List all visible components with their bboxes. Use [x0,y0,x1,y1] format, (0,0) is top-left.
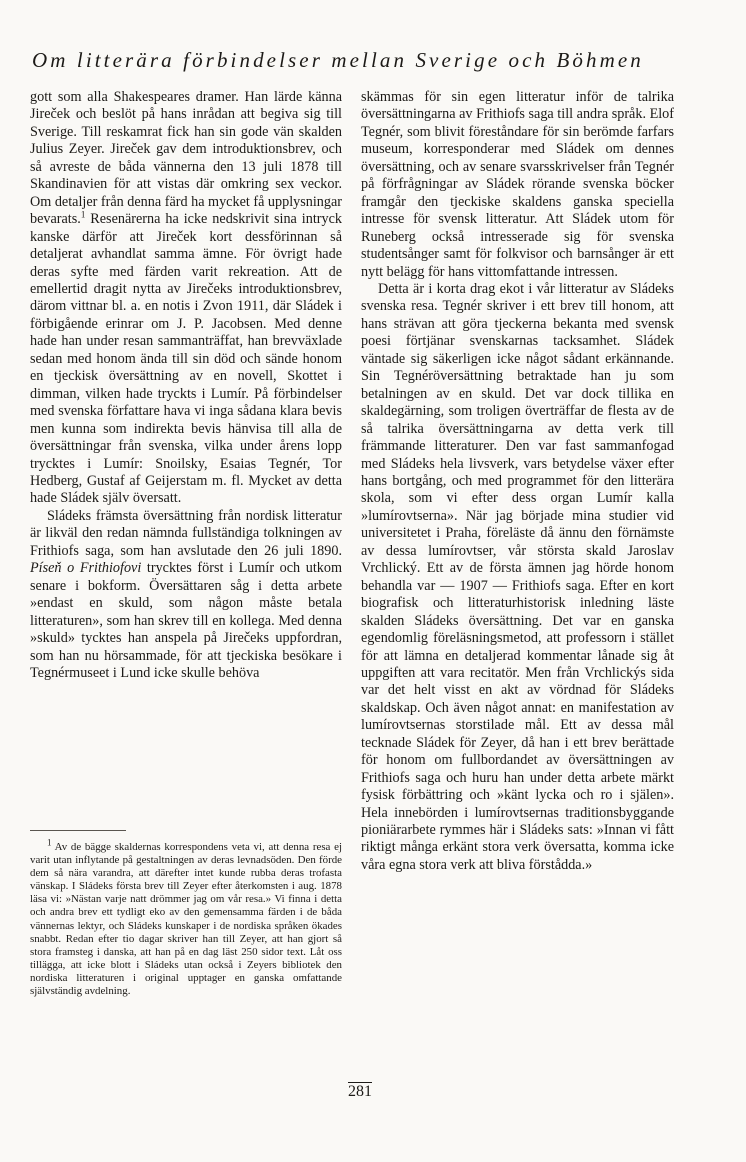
footnote-divider [30,830,126,831]
paragraph: skämmas för sin egen litteratur inför de talrika översättningarna av Frithiofs saga till andra språk. Elof Tegnér, som blivit föreståndare för sin berömde farfars museum, korresponderar med Sládek om dennes översättning, och av senare svarsskrivelser från Tegnér på förfrågningar av Sládek rörande svenska böcker framgår den tjeckiske skaldens ganska speciella intresse för svensk litteratur. Att Sládek utom för Runeberg också intresserade sig för svenska studentsånger samt för folkvisor och barnsånger är ett nytt belägg för hans vittomfattande intressen. [361,89,674,280]
right-column [361,89,674,874]
paragraph-text: Sládeks främsta översättning från nordisk litteratur är likväl den redan nämnda fullständiga tolkningen av Frithiofs saga, som han avslutade den 26 juli 1890. [30,507,342,559]
paragraph-text: Resenärerna ha icke nedskrivit sina intryck kanske därför att Jireček kort dessförinnan så detaljerat avhandlat samma ämne. För övrigt hade deras syfte med färden varit rekreation. Att de emellertid dragit nytta av Jirečeks introduktionsbrev, därom vittnar bl. a. en notis i Zvon 1911, där Sládek i förbigående erinrar om J. P. Jacobsen. Med denne hade han under resan sammanträffat, han brevväxlade sedan med honom ända till sin död och sände honom en tjeckisk översättning av en novell, Skottet i dimman, vilken hade tryckts i Lumír. På förbindelser med svenska författare hava vi inga sådana klara bevis men kunna som indirekta bevis hänvisa till alla de översättningar från svenska, vilka under årens lopp trycktes i Lumír: Snoilsky, Esaias Tegnér, Tor Hedberg, Gustaf af Geijerstam m. fl. Mycket av detta hade Sládek själv översatt. [30,211,342,507]
footnote-marker: 1 [47,837,52,848]
footnote-reference[interactable]: 1 [80,209,86,220]
left-column [30,89,342,682]
page-number: 281 [348,1083,372,1100]
paragraph [30,89,342,508]
footnote [30,837,343,998]
running-title: Om litterära förbindelser mellan Sverige och Böhmen [32,48,644,72]
italic-title: Píseň o Frithiofovi [30,560,142,577]
paragraph-text: trycktes först i Lumír och utkom senare i bokform. Översättaren såg i detta arbete »endast en skuld, som någon måste betala litteraturen», som han skrev till en kollega. Med denna »skuld» tycktes han anspela på Jirečeks uppfordran, som han nu hörsammade, för att tjeckiska besökare i Tegnérmuseet i Lund icke skulle behöva [30,560,342,681]
paragraph: Detta är i korta drag ekot i vår litteratur av Sládeks svenska resa. Tegnér skriver i ett brev till honom, att hans strävan att göra tjeckerna bekanta med svensk poesi förtjänar svenskarnas tacksamhet. Sládek väntade sig säkerligen icke något sådant erkännande. Sin Tegnéröversättning betraktade han ju som betalningen av en skuld. Det var dock tillika en skaldegärning, som troligen överträffar de flesta av de så talrika översättningarna av detta verk till främmande litteraturer. Den var fast sammanfogad med Sládeks hela livsverk, vars betydelse växer efter hans bortgång, och med programmet för den litterära skola, som vi efter dess organ Lumír kalla »lumírovtserna». När jag började mina studier vid universitetet i Praha, föreläste då ännu den förnämste av dessa lumírovtser, vår största skald Jaroslav Vrchlický. Ett av de första ämnen jag hörde honom behandla var — 1907 — Frithiofs saga. Efter en kort biografisk och litteraturhistorisk inledning läste skalden Sládeks översättning. Det var en ganska egendomlig föreläsningsmetod, att professorn i stället för att lämna en detaljerad kommentar lånade sig åt uppgiften att vara recitatör. Men från Vrchlickýs sida var det helt visst en akt av vördnad för Sládeks skaldskap. Och även något annat: en manifestation av lumírovtsernas storstilade mål. Ett av dessa mål tecknade Sládek för Zeyer, då han i ett brev berättade för honom om fullbordandet av översättningen av Frithiofs saga och huru han under detta arbete märkt fysisk förbättring och »känt lycka och ro i själen». Hela innebörden i lumírovtsernas traditionsbyggande pioniärarbete rymmes här i Sládeks sats: »Innan vi fått riktigt många erkänt stora verk översatta, komma icke våra egna stora verk att bliva förstådda.» [361,280,674,873]
footnote-text: Av de bägge skaldernas korrespondens veta vi, att denna resa ej varit utan inflytande på gestaltningen av deras levnadsöden. Den förde dem så nära varandra, att därefter intet kunde rubba deras trofasta vänskap. I Sládeks första brev till Zeyer efter återkomsten i aug. 1878 läsa vi: »Nästan varje natt drömmer jag om vår resa.» Vi finna i detta och andra brev ett tydligt eko av den gemensamma färden i de båda vännernas lektyr, och Sládeks kunskaper i de nordiska språken ökades snabbt. Redan efter tio dagar skriver han till Zeyer, att han gjort så stora framsteg i danska, att han på en dag läst 250 sidor text. Låt oss tillägga, att icke blott i Sládeks utan också i Zeyers bibliotek den nordiska litteraturen i original upptager en ganska omfattande självständig avdelning. [30,841,343,998]
paragraph [30,508,342,683]
footnote-paragraph [30,837,343,998]
paragraph-text: gott som alla Shakespeares dramer. Han lärde känna Jireček och beslöt på hans inrådan att begiva sig till Sverige. Till reskamrat fick han sin gode vän skalden Julius Zeyer. Jireček gav dem introduktionsbrev, och så avreste de båda vännerna den 13 juli 1878 till Skandinavien för att vistas där omkring sex veckor. Om detaljer från denna färd ha mycket få upplysningar bevarats. [30,89,343,228]
